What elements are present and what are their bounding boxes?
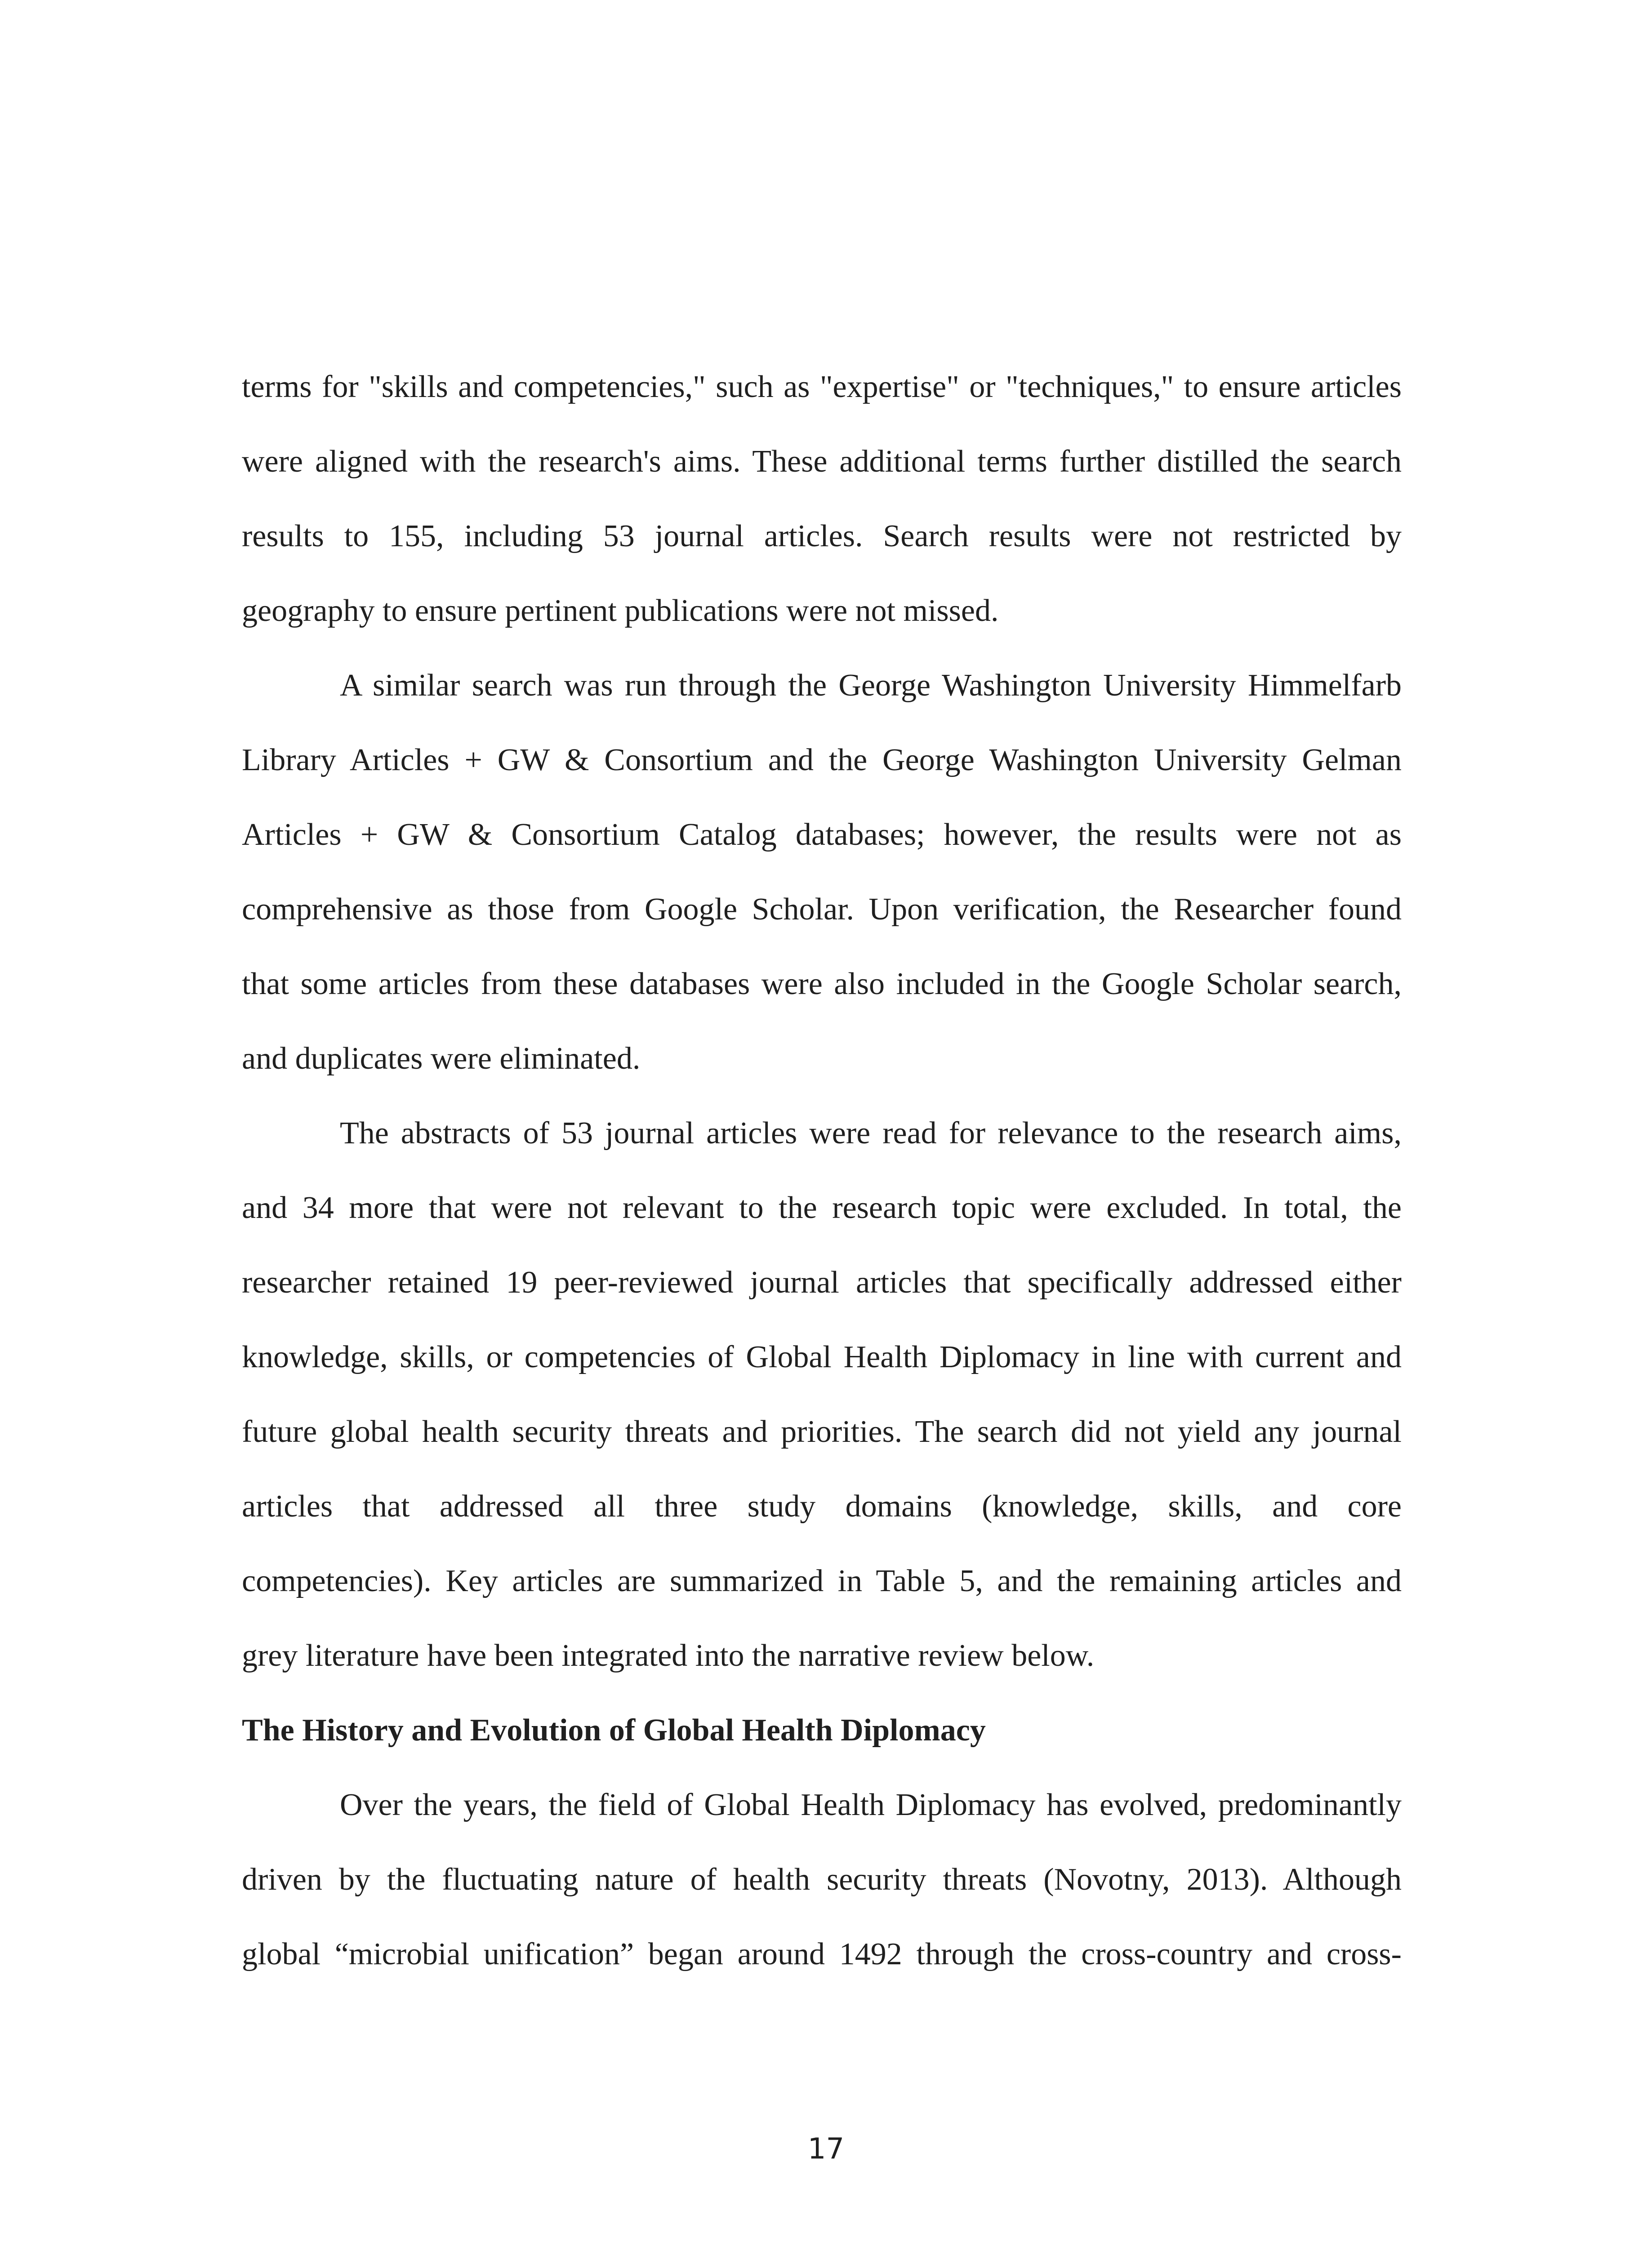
text-line: results to 155, including 53 journal articles. Search results were not restricted by: [242, 519, 1402, 553]
text-line: and duplicates were eliminated.: [242, 1041, 641, 1076]
text-line: knowledge, skills, or competencies of Global Health Diplomacy in line with current and: [242, 1340, 1402, 1374]
body-text: [242, 350, 1402, 1992]
text-line: grey literature have been integrated into the narrative review below.: [242, 1638, 1095, 1673]
text-line: future global health security threats and priorities. The search did not yield any journal: [242, 1414, 1402, 1449]
text-line: and 34 more that were not relevant to the research topic were excluded. In total, the: [242, 1191, 1402, 1225]
text-line: Library Articles + GW & Consortium and the George Washington University Gelman: [242, 743, 1402, 777]
text-line: researcher retained 19 peer-reviewed journal articles that specifically addressed either: [242, 1265, 1402, 1300]
paragraph: [242, 1768, 1402, 1992]
text-line: geography to ensure pertinent publications were not missed.: [242, 593, 999, 628]
text-line: competencies). Key articles are summarized in Table 5, and the remaining articles and: [242, 1564, 1402, 1598]
paragraph: [242, 648, 1402, 1096]
text-line: The abstracts of 53 journal articles were read for relevance to the research aims,: [340, 1116, 1402, 1151]
text-line: were aligned with the research's aims. These additional terms further distilled the search: [242, 444, 1402, 479]
text-line: A similar search was run through the George Washington University Himmelfarb: [340, 668, 1402, 703]
section-heading: The History and Evolution of Global Health Diplomacy: [242, 1713, 986, 1748]
text-line: Articles + GW & Consortium Catalog databases; however, the results were not as: [242, 817, 1402, 852]
text-line: global “microbial unification” began around 1492 through the cross-country and cross-: [242, 1937, 1402, 1971]
paragraph: [242, 1096, 1402, 1693]
page-number: 17: [807, 2132, 845, 2166]
text-line: Over the years, the field of Global Health Diplomacy has evolved, predominantly: [340, 1788, 1402, 1822]
text-line: driven by the fluctuating nature of health security threats (Novotny, 2013). Although: [242, 1862, 1402, 1897]
text-line: comprehensive as those from Google Scholar. Upon verification, the Researcher found: [242, 892, 1402, 927]
text-line: articles that addressed all three study domains (knowledge, skills, and core: [242, 1489, 1402, 1524]
text-line: that some articles from these databases were also included in the Google Scholar search,: [242, 967, 1402, 1001]
paragraph: [242, 350, 1402, 648]
text-line: terms for "skills and competencies," such as "expertise" or "techniques," to ensure articles: [242, 370, 1402, 404]
